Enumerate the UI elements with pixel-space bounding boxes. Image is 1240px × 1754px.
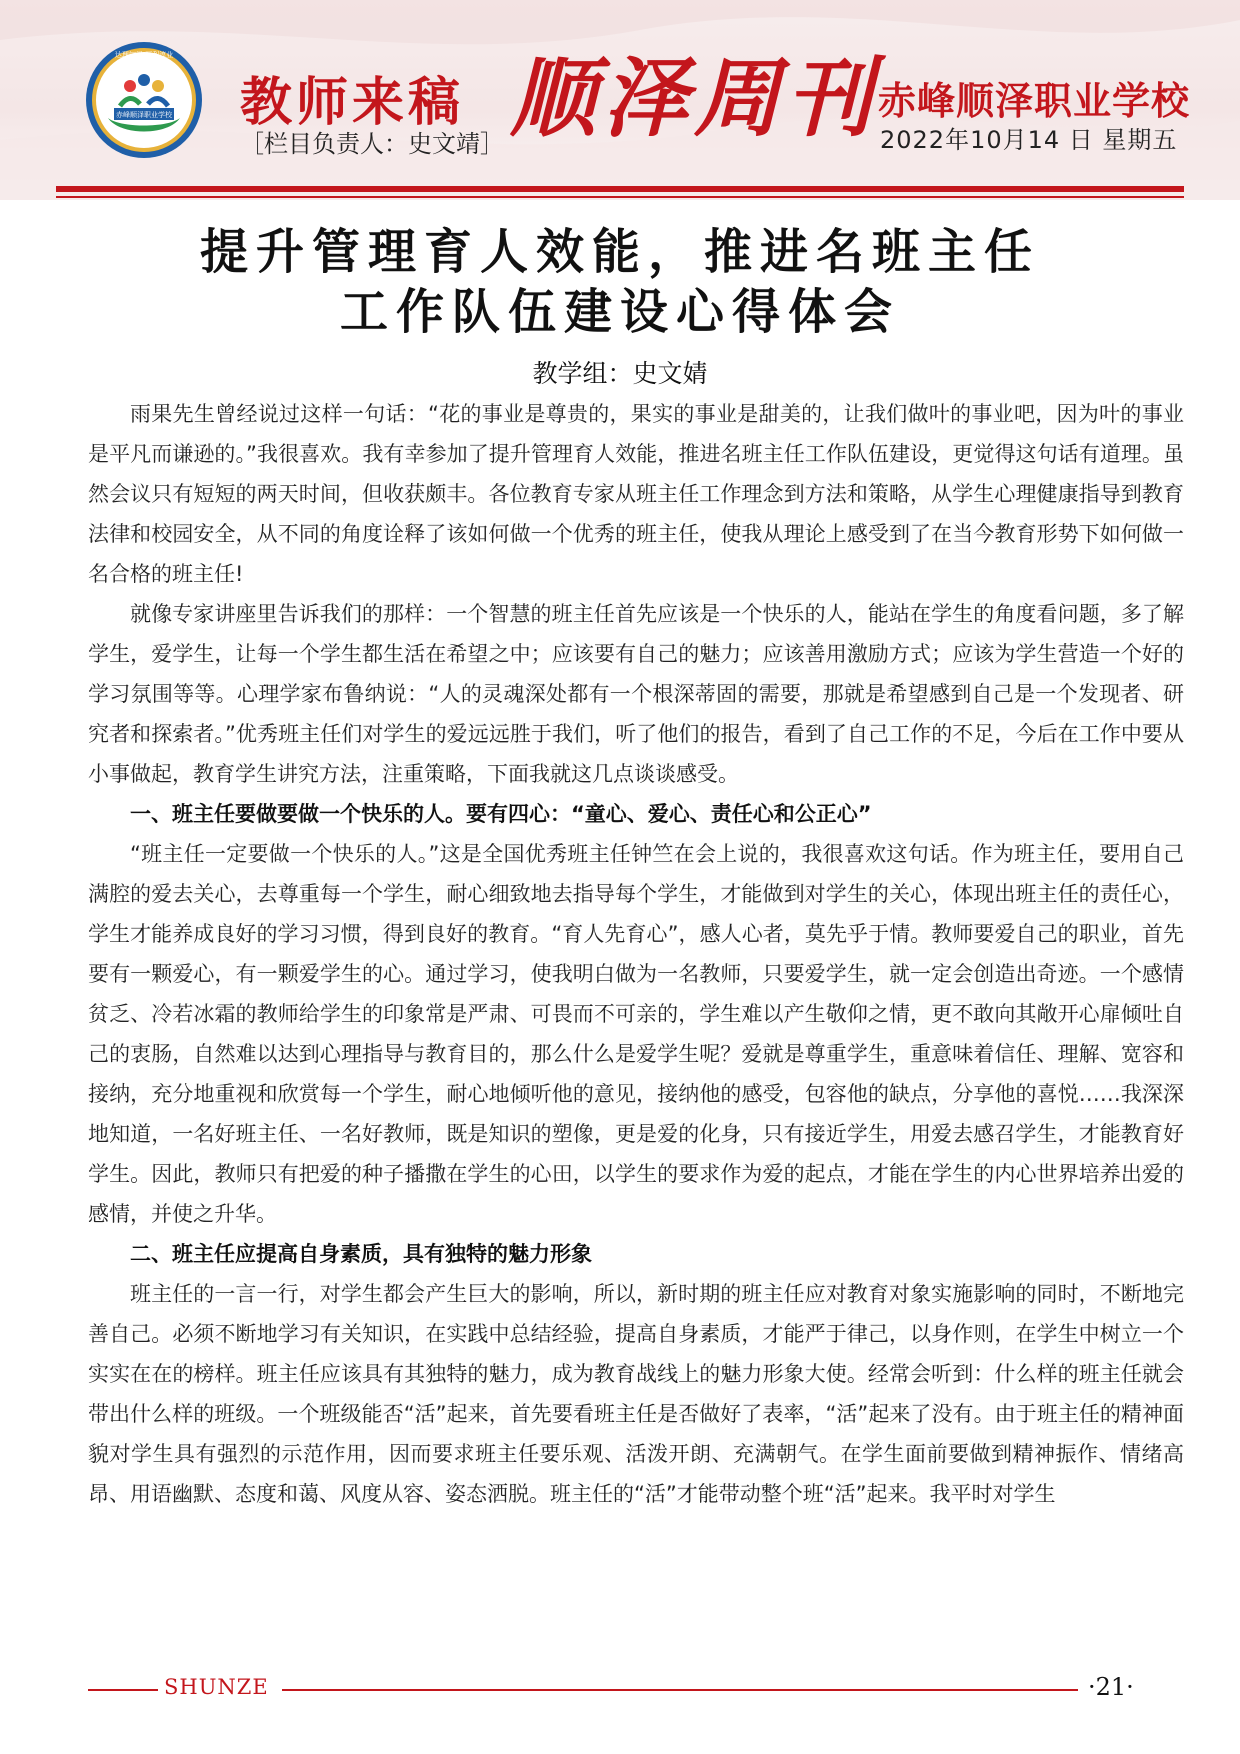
- footer-label: SHUNZE: [164, 1675, 269, 1699]
- paragraph: 雨果先生曾经说过这样一句话：“花的事业是尊贵的，果实的事业是甜美的，让我们做叶的事业吧，因为叶的事业是平凡而谦逊的。”我很喜欢。我有幸参加了提升管理育人效能，推进名班主任工作队伍建设，更觉得这句话有道理。虽然会议只有短短的两天时间，但收获颇丰。各位教育专家从班主任工作理念到方法和策略，从学生心理健康指导到教育法律和校园安全，从不同的角度诠释了该如何做一个优秀的班主任，使我从理论上感受到了在当今教育形势下如何做一名合格的班主任!: [88, 402, 1184, 586]
- column-editor: ［栏目负责人：史文靖］: [240, 130, 504, 158]
- magazine-title: 顺泽周刊: [510, 48, 878, 149]
- column-name: 教师来稿: [240, 73, 465, 133]
- article-author: 教学组：史文婧: [532, 359, 708, 388]
- article-title: [0, 222, 1240, 342]
- section-heading-2: 二、班主任应提高自身素质，具有独特的魅力形象: [130, 1242, 592, 1266]
- article-title-line2: 工作队伍建设心得体会: [339, 284, 900, 340]
- article-body: [88, 394, 1184, 1514]
- school-logo: [84, 40, 204, 160]
- section-heading-1: 一、班主任要做要做一个快乐的人。要有四心：“童心、爱心、责任心和公正心”: [130, 802, 872, 826]
- logo-school-text: 赤峰顺泽职业学校: [116, 111, 172, 119]
- issue-date: 2022年10月14 日 星期五: [880, 126, 1178, 154]
- paragraph: “班主任一定要做一个快乐的人。”这是全国优秀班主任钟竺在会上说的，我很喜欢这句话。作为班主任，要用自己满腔的爱去关心，去尊重每一个学生，耐心细致地去指导每个学生，才能做到对学生的关心，体现出班主任的责任心，学生才能养成良好的学习习惯，得到良好的教育。“育人先育心”，感人心者，莫先乎于情。教师要爱自己的职业，首先要有一颗爱心，有一颗爱学生的心。通过学习，使我明白做为一名教师，只要爱学生，就一定会创造出奇迹。一个感情贫乏、冷若冰霜的教师给学生的印象常是严肃、可畏而不可亲的，学生难以产生敬仰之情，更不敢向其敞开心扉倾吐自己的衷肠，自然难以达到心理指导与教育目的，那么什么是爱学生呢？爱就是尊重学生，重意味着信任、理解、宽容和接纳，充分地重视和欣赏每一个学生，耐心地倾听他的意见，接纳他的感受，包容他的缺点，分享他的喜悦……我深深地知道，一名好班主任、一名好教师，既是知识的塑像，更是爱的化身，只有接近学生，用爱去感召学生，才能教育好学生。因此，教师只有把爱的种子播撒在学生的心田，以学生的要求作为爱的起点，才能在学生的内心世界培养出爱的感情，并使之升华。: [88, 842, 1184, 1226]
- footer-rule-left: [88, 1689, 158, 1691]
- paragraph: 班主任的一言一行，对学生都会产生巨大的影响，所以，新时期的班主任应对教育对象实施影响的同时，不断地完善自己。必须不断地学习有关知识，在实践中总结经验，提高自身素质，才能严于律己，以身作则，在学生中树立一个实实在在的榜样。班主任应该具有其独特的魅力，成为教育战线上的魅力形象大使。经常会听到：什么样的班主任就会带出什么样的班级。一个班级能否“活”起来，首先要看班主任是否做好了表率，“活”起来了没有。由于班主任的精神面貌对学生具有强烈的示范作用，因而要求班主任要乐观、活泼开朗、充满朝气。在学生面前要做到精神振作、情绪高昂、用语幽默、态度和蔼、风度从容、姿态洒脱。班主任的“活”才能带动整个班“活”起来。我平时对学生: [88, 1282, 1184, 1506]
- header-rule-thick: [56, 186, 1184, 192]
- school-name: 赤峰顺泽职业学校: [878, 79, 1191, 123]
- paragraph: 就像专家讲座里告诉我们的那样：一个智慧的班主任首先应该是一个快乐的人，能站在学生的角度看问题，多了解学生，爱学生，让每一个学生都生活在希望之中；应该要有自己的魅力；应该善用激励方式；应该为学生营造一个好的学习氛围等等。心理学家布鲁纳说：“人的灵魂深处都有一个根深蒂固的需要，那就是希望感到自己是一个发现者、研究者和探索者。”优秀班主任们对学生的爱远远胜于我们，听了他们的报告，看到了自己工作的不足，今后在工作中要从小事做起，教育学生讲究方法，注重策略，下面我就这几点谈谈感受。: [88, 602, 1184, 786]
- article-title-line1: 提升管理育人效能，推进名班主任: [199, 224, 1040, 280]
- logo-motto-text: 达理知泽 顺利淳业: [114, 51, 174, 59]
- footer-rule-right: [282, 1689, 1078, 1691]
- header-rule-thin: [56, 196, 1184, 198]
- page-number: ·21·: [1088, 1673, 1134, 1701]
